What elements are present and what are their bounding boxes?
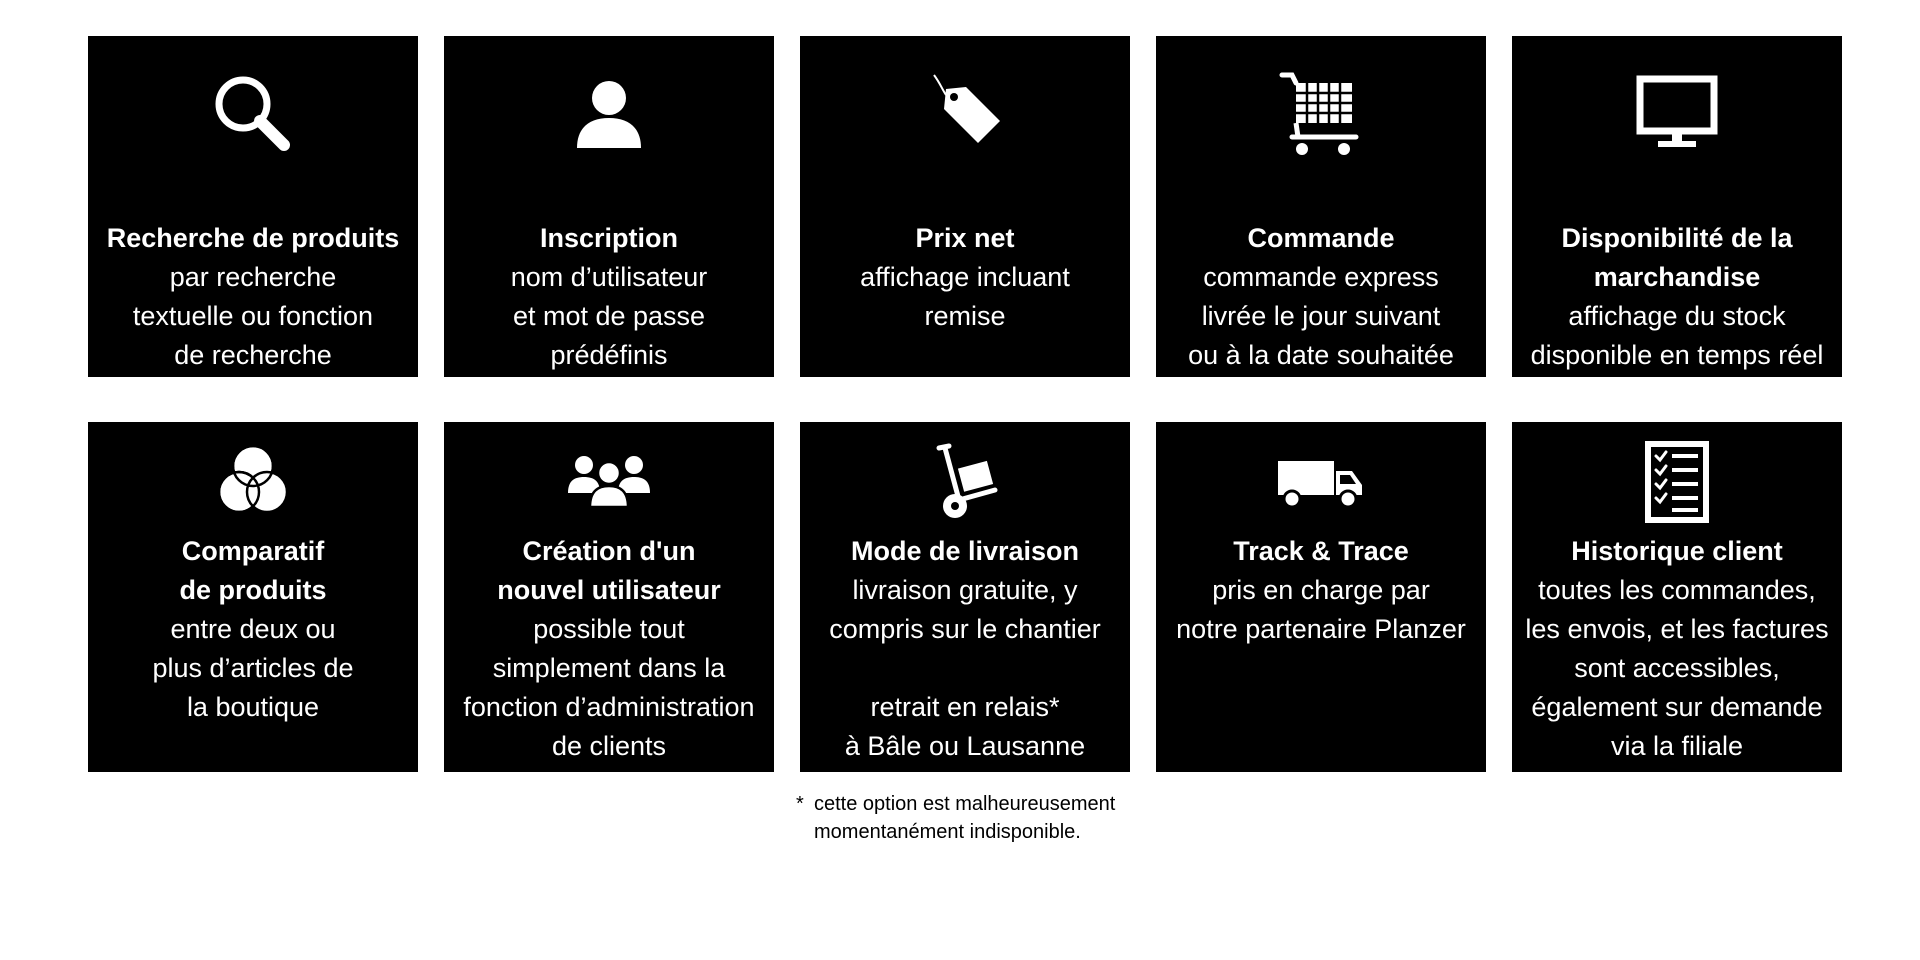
feature-tile-product-search: [88, 36, 418, 377]
feature-title: Disponibilité de la marchandise: [1561, 223, 1793, 292]
feature-description: possible tout simplement dans la fonction d’administration de clients: [463, 614, 755, 761]
feature-description: toutes les commandes, les envois, et les factures sont accessibles, également sur demande via la filiale: [1525, 575, 1829, 761]
feature-tile-availability: [1512, 36, 1842, 377]
shopping-cart-icon: [1156, 54, 1486, 174]
feature-title: Mode de livraison: [850, 536, 1080, 566]
user-group-icon: [444, 432, 774, 532]
feature-title: Commande: [1247, 223, 1395, 253]
feature-title: Inscription: [539, 223, 678, 253]
feature-title: Track & Trace: [1233, 536, 1409, 566]
feature-tile-net-price: [800, 36, 1130, 377]
footnote: [796, 790, 1115, 846]
overlapping-circles-icon: [88, 432, 418, 532]
feature-description: nom d’utilisateur et mot de passe prédéfinis: [510, 262, 708, 370]
feature-tile-delivery-mode: [800, 422, 1130, 772]
feature-description: entre deux ou plus d’articles de la boutique: [152, 614, 354, 722]
checklist-icon: [1512, 432, 1842, 532]
footnote-text: cette option est malheureusement momentanément indisponible.: [814, 793, 1116, 843]
feature-tile-registration: [444, 36, 774, 377]
footnote-marker: *: [796, 793, 804, 815]
feature-tile-customer-history: [1512, 422, 1842, 772]
feature-description: affichage du stock disponible en temps réel: [1530, 301, 1824, 370]
feature-title: Recherche de produits: [106, 223, 400, 253]
user-icon: [444, 54, 774, 174]
feature-description: pris en charge par notre partenaire Planzer: [1176, 575, 1466, 644]
feature-description: par recherche textuelle ou fonction de recherche: [132, 262, 374, 370]
magnifier-icon: [88, 54, 418, 174]
monitor-icon: [1512, 54, 1842, 174]
price-tag-icon: [800, 54, 1130, 174]
feature-title: Historique client: [1571, 536, 1783, 566]
feature-tile-comparison: [88, 422, 418, 772]
feature-description: affichage incluant remise: [860, 262, 1070, 331]
feature-title: Prix net: [915, 223, 1015, 253]
delivery-truck-icon: [1156, 432, 1486, 532]
feature-description: commande express livrée le jour suivant ou à la date souhaitée: [1188, 262, 1454, 370]
hand-truck-icon: [800, 432, 1130, 532]
feature-tile-order: [1156, 36, 1486, 377]
feature-title: Création d'un nouvel utilisateur: [497, 536, 721, 605]
feature-description: livraison gratuite, y compris sur le chantier retrait en relais* à Bâle ou Lausanne: [829, 575, 1101, 761]
feature-title: Comparatif de produits: [179, 536, 327, 605]
feature-tile-new-user: [444, 422, 774, 772]
feature-tile-track-trace: [1156, 422, 1486, 772]
